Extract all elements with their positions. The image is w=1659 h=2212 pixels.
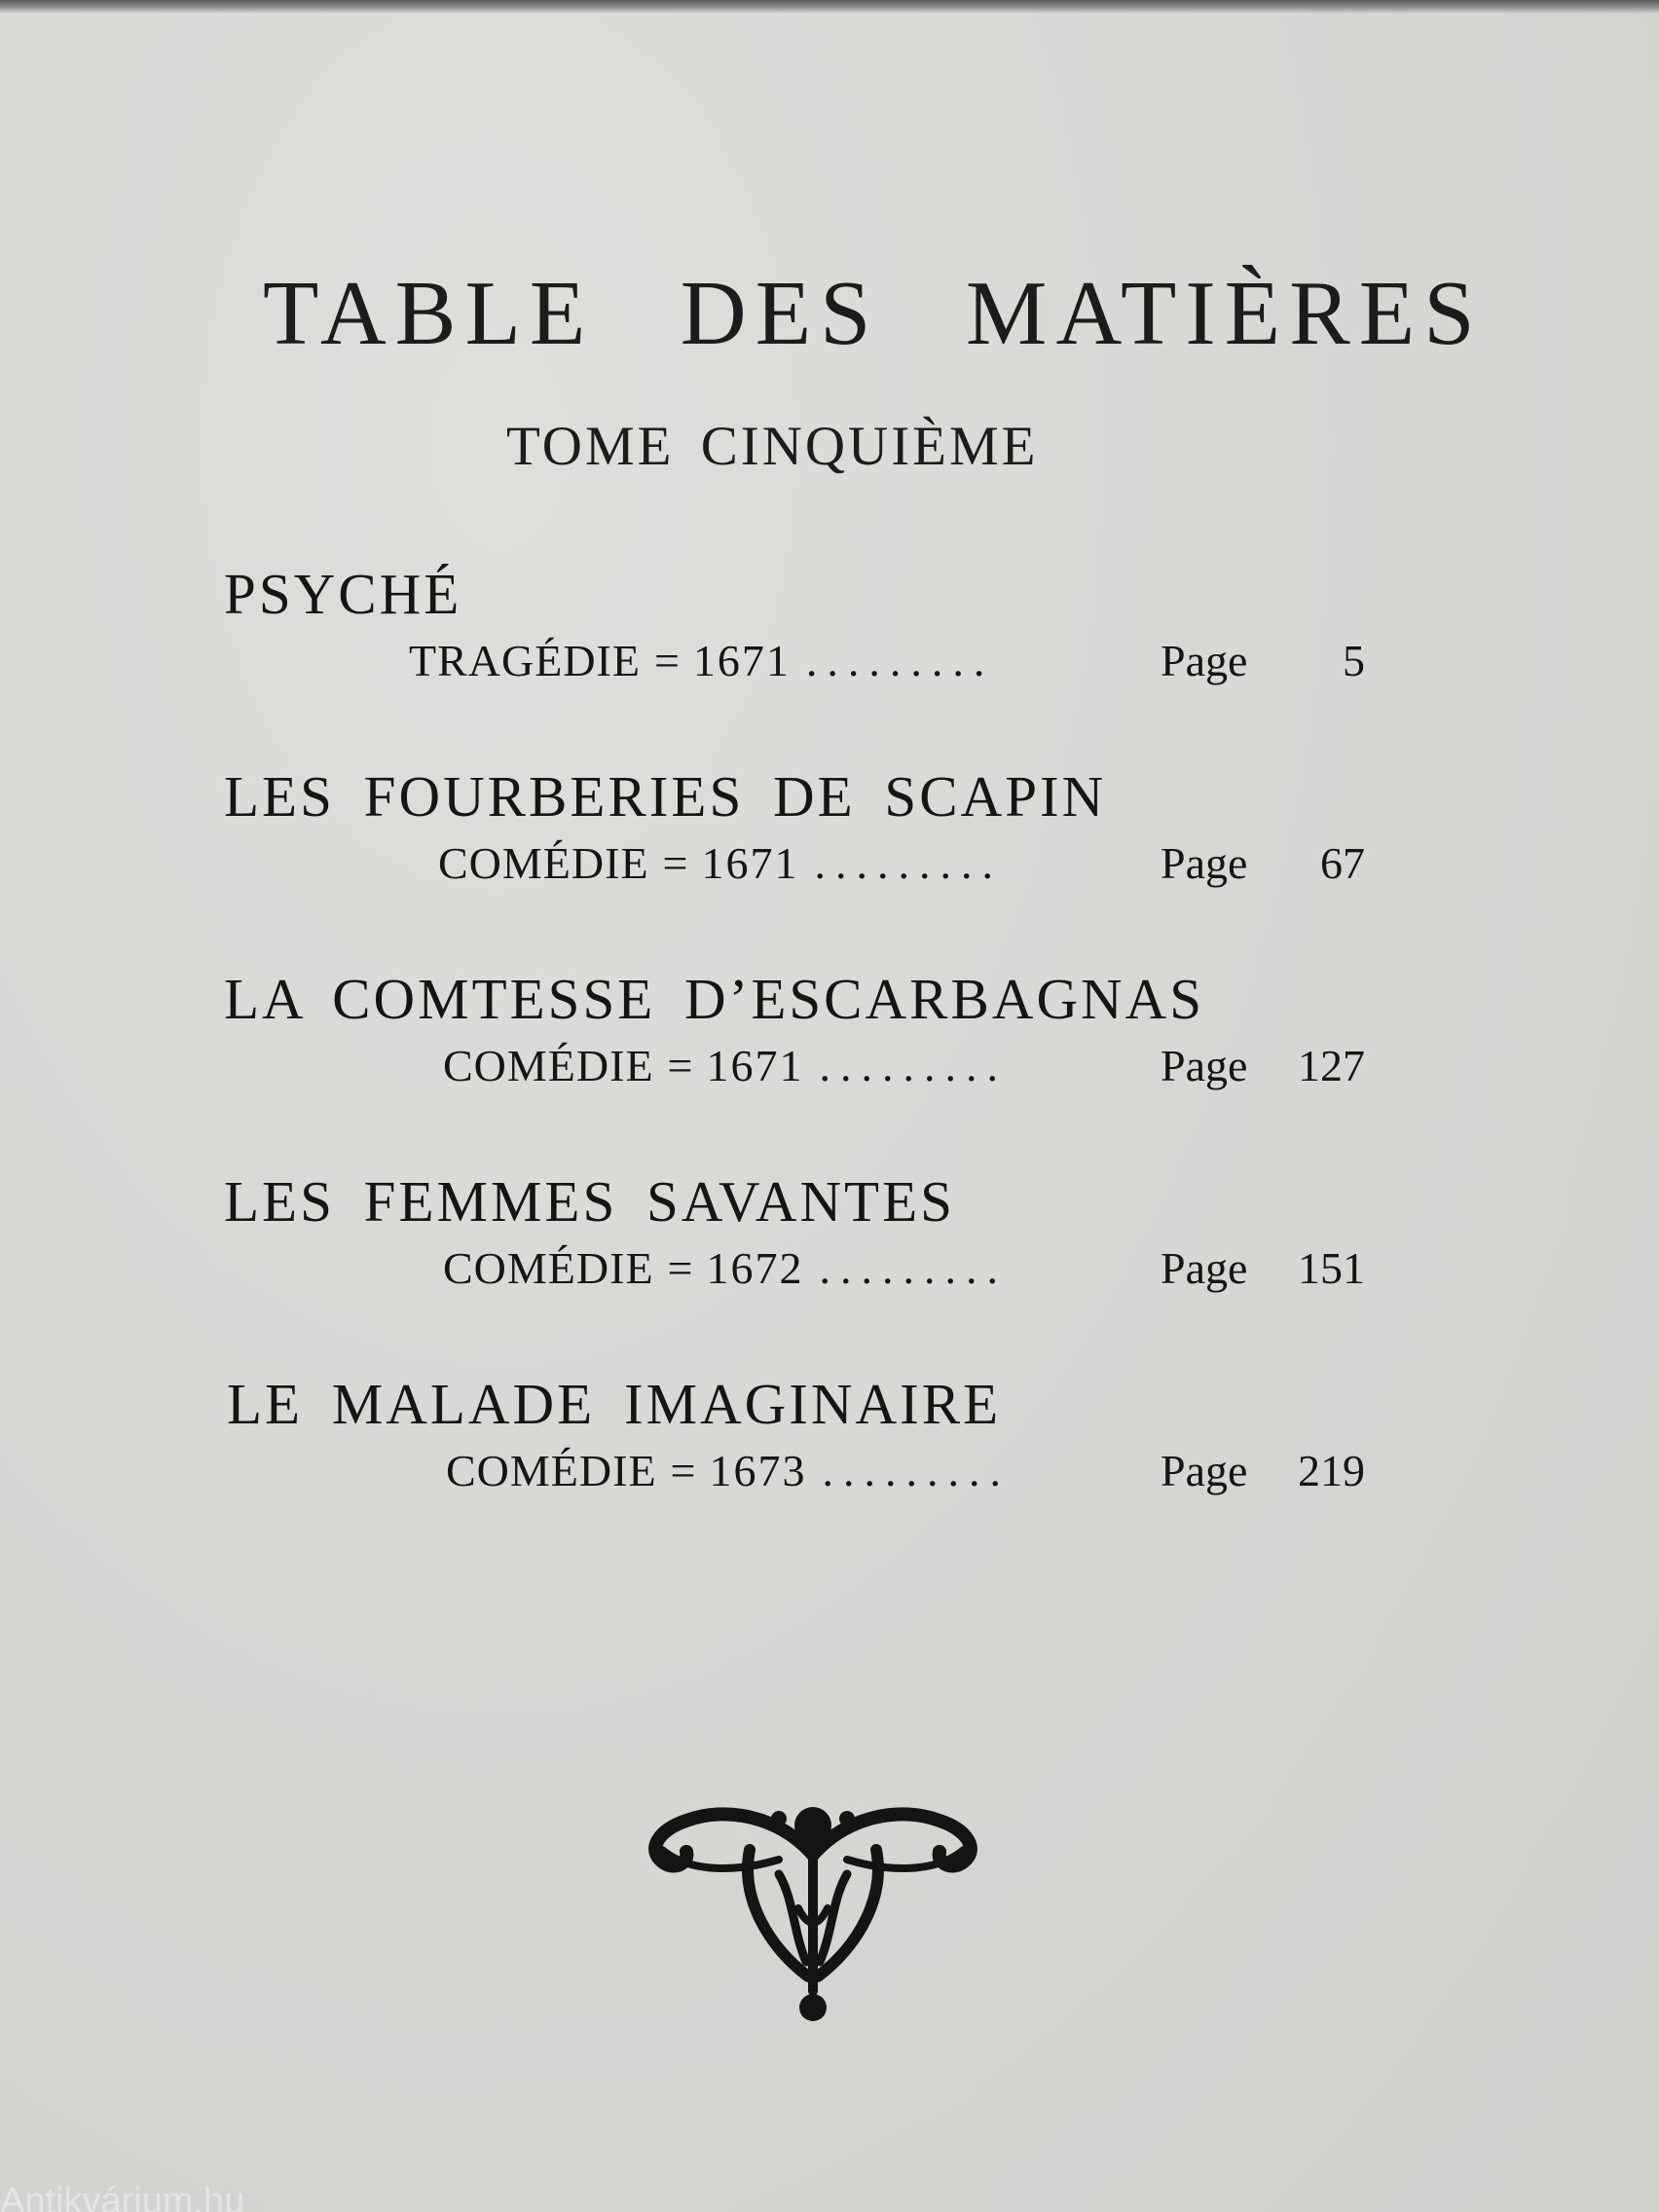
entry-year: 1671 bbox=[692, 636, 791, 685]
entry-page-number: 5 bbox=[1343, 636, 1365, 685]
entry-page-number: 127 bbox=[1298, 1041, 1365, 1090]
entry-page-number: 219 bbox=[1298, 1446, 1365, 1495]
entry-page-label: Page bbox=[1161, 636, 1248, 685]
entry-info bbox=[443, 1242, 1008, 1301]
entry-genre: COMÉDIE bbox=[438, 838, 649, 888]
entry-page-number: 151 bbox=[1298, 1243, 1365, 1293]
entry-leader-dots: ......... bbox=[805, 636, 995, 685]
entry-info bbox=[446, 1445, 1011, 1503]
entry-page-number: 67 bbox=[1320, 838, 1365, 888]
entry-info bbox=[443, 1040, 1008, 1098]
entry-info bbox=[409, 635, 994, 693]
entry-page-label: Page bbox=[1161, 838, 1248, 888]
entry-year: 1673 bbox=[709, 1446, 807, 1495]
floral-ornament-icon bbox=[633, 1782, 993, 2025]
entry-year: 1671 bbox=[706, 1041, 804, 1090]
entry-title: LA COMTESSE D’ESCARBAGNAS bbox=[224, 967, 1205, 1031]
entry-equals: = bbox=[653, 636, 680, 685]
entry-year: 1672 bbox=[706, 1243, 804, 1293]
page-top-edge bbox=[0, 0, 1659, 14]
entry-genre: COMÉDIE bbox=[443, 1041, 654, 1090]
entry-genre: COMÉDIE bbox=[443, 1243, 654, 1293]
volume-subtitle: TOME CINQUIÈME bbox=[506, 416, 1039, 477]
entry-year: 1671 bbox=[701, 838, 799, 888]
entry-leader-dots: ......... bbox=[819, 1041, 1008, 1090]
entry-info bbox=[438, 837, 1003, 896]
entry-leader-dots: ......... bbox=[822, 1446, 1011, 1495]
entry-equals: = bbox=[670, 1446, 696, 1495]
entry-genre: TRAGÉDIE bbox=[409, 636, 641, 685]
entry-page-label: Page bbox=[1161, 1041, 1248, 1090]
entry-title: LES FEMMES SAVANTES bbox=[224, 1169, 955, 1234]
entry-page-label: Page bbox=[1161, 1446, 1248, 1495]
watermark-text: Antikvárium.hu bbox=[0, 2181, 245, 2212]
entry-title: LE MALADE IMAGINAIRE bbox=[227, 1372, 1002, 1436]
entry-title: PSYCHÉ bbox=[224, 562, 462, 626]
page-title: TABLE DES MATIÈRES bbox=[263, 263, 1484, 364]
entry-genre: COMÉDIE bbox=[446, 1446, 657, 1495]
entry-equals: = bbox=[662, 838, 688, 888]
entry-page-label: Page bbox=[1161, 1243, 1248, 1293]
entry-leader-dots: ......... bbox=[819, 1243, 1008, 1293]
entry-leader-dots: ......... bbox=[814, 838, 1003, 888]
entry-title: LES FOURBERIES DE SCAPIN bbox=[224, 764, 1107, 829]
entry-equals: = bbox=[667, 1041, 693, 1090]
entry-equals: = bbox=[667, 1243, 693, 1293]
